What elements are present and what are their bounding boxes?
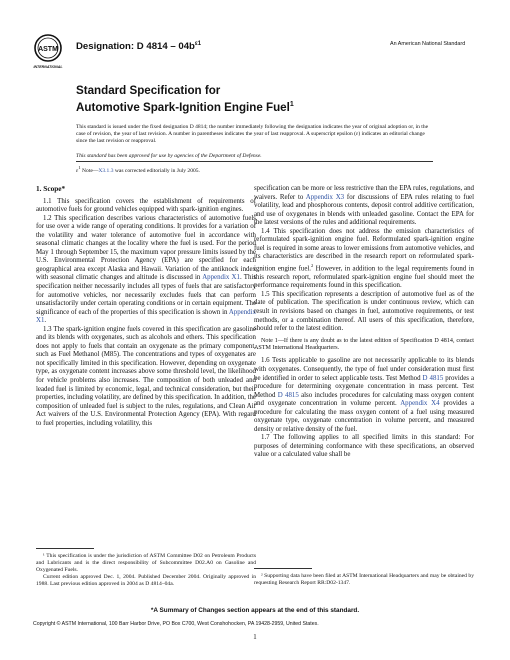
title-line-1: Standard Specification for — [76, 84, 221, 97]
link-d4815[interactable]: D 4815 — [422, 374, 444, 382]
link-d4815-2[interactable]: D 4815 — [277, 391, 299, 399]
link-x3-1-3[interactable]: X3.1.3 — [98, 167, 114, 174]
footnote-2: ² Supporting data have been filed at ASTM International Headquarters and may be obtained by requesting Research Report RR:D02-1347. — [254, 573, 474, 586]
paragraph-1-7: 1.7 The following applies to all specified limits in this standard: For purposes of determining conformance with these specifications, an observed value or a calculated value shall be — [254, 434, 474, 459]
designation: Designation: D $4814 - 04b^{\varepsilon 1}$ — [76, 41, 202, 53]
document-title — [76, 84, 294, 114]
paragraph-1-6: 1.6 Tests applicable to gasoline are not necessarily applicable to its blends with oxygenates. Consequently, the type of fuel under consideration must first be identified in order to select applicable tests. Test Method D 4815 provides a procedure for determining oxygenate concentration in mass percent. Test Method D 4815 also includes procedures for calculating mass oxygen content and oxygenate concentration in volume percent. Appendix X4 provides a procedure for calculating the mass oxygen content of a fuel using measured oxygenate type, oxygenate concentration in volume percent, and measured density or relative density of the fuel. — [254, 357, 475, 433]
link-appendix-x1-2[interactable]: Appendix X1 — [36, 308, 256, 325]
issuance-note: This standard is issued under the fixed designation D 4814; the number immediately following the designation indicates the year of original adoption or, in the case of revision, the year of last revision. A number in parentheses indicates the year of last reapproval. A superscript epsilon (ε) indicates an editorial change since the last revision or reapproval. — [76, 124, 429, 145]
svg-text:ASTM: ASTM — [38, 46, 58, 53]
left-column — [36, 185, 256, 428]
paragraph-1-5: 1.5 This specification represents a description of automotive fuel as of the date of publication. The specification is under continuous review, which can result in revisions based on changes in fuel, automotive requirements, or test methods, or a combination thereof. All users of this specification, therefore, should refer to the latest edition. — [254, 290, 474, 333]
astm-logo — [33, 33, 63, 71]
scope-heading: 1. Scope* — [36, 184, 66, 193]
svg-text:INTERNATIONAL: INTERNATIONAL — [33, 65, 63, 69]
footnote-rule-left — [36, 548, 94, 549]
note-1: Note 1—If there is any doubt as to the latest edition of Specification D 4814, contact ASTM International Headquarters. — [254, 337, 474, 351]
page-number: 1 — [253, 634, 257, 641]
footnote-1: ¹ This specification is under the jurisdiction of ASTM Committee D02 on Petroleum Products and Lubricants and is the direct responsibility of Subcommittee D02.A0 on Gasoline and Oxygenated Fuels. Current edition approved Dec. 1, 2004. Published December 2004. Originally approved in 1988. Last previous edition approved in 2004 as D 4814–04a. — [36, 553, 256, 587]
dod-approval-note: This standard has been approved for use by agencies of the Department of Defense. — [76, 153, 262, 159]
copyright-line: Copyright © ASTM International, 100 Barr Harbor Drive, PO Box C700, West Conshohocken, PA 19428-2959, United States. — [33, 621, 319, 627]
editorial-note: $\varepsilon^1$ Note—X3.1.3 was corrected editorially in July 2005. — [76, 161, 433, 174]
paragraph-1-3: 1.3 The spark-ignition engine fuels covered in this specification are gasoline and its blends with oxygenates, such as alcohols and ethers. This specification does not apply to fuels that contain an oxygenate as the primary component, such as Fuel Methanol (M85). The concentrations and types of oxygenates are not specifically limited in this specification. However, depending on oxygenate type, as oxygenate content increases above some threshold level, the likelihood for vehicle problems also increases. The composition of both unleaded and leaded fuel is limited by economic, legal, and technical consideration, but their properties, including volatility, are defined by this specification. In addition, the composition of unleaded fuel is subject to the rules, regulations, and Clean Air Act waivers of the U.S. Environmental Protection Agency (EPA). With regard to fuel properties, including volatility, this — [36, 325, 256, 427]
link-appendix-x1[interactable]: Appendix X1 — [202, 274, 240, 282]
paragraph-1-2: 1.2 This specification describes various characteristics of automotive fuels for use over a wide range of operating conditions. It provides for a variation of the volatility and water tolerance of automotive fuel in accordance with seasonal climatic changes at the locality where the fuel is used. For the period May 1 through September 15, the maximum vapor pressure limits issued by the U.S. Environmental Protection Agency (EPA) are specified for each geographical area except Alaska and Hawaii. Variation of the antiknock index with seasonal climatic changes and altitude is discussed in Appendix X1. This specification neither necessarily includes all types of fuels that are satisfactory for automotive vehicles, nor necessarily excludes fuels that can perform unsatisfactorily under certain operating conditions or in certain equipment. The significance of each of the properties of this specification is shown in Appendix X1. — [36, 214, 256, 325]
right-column — [254, 185, 474, 460]
footnote-rule-right — [254, 568, 312, 569]
summary-of-changes-note: *A Summary of Changes section appears at the end of this standard. — [150, 607, 360, 614]
paragraph-1-4: 1.4 This specification does not address the emission characteristics of reformulated spark-ignition engine fuel. Reformulated spark-ignition engine fuel is required in some areas to lower emissions from automotive vehicles, and its characteristics are described in the research report on reformulated spark-ignition engine fuel.$^2$ However, in addition to the legal requirements found in this research report, reformulated spark-ignition engine fuel should meet the performance requirements found in this specification. — [254, 227, 474, 290]
title-line-2: Automotive Spark-Ignition Engine Fuel$^1$ — [76, 100, 294, 114]
link-appendix-x3[interactable]: Appendix X3 — [305, 193, 345, 201]
paragraph-1-1: 1.1 This specification covers the establishment of requirements of automotive fuels for ground vehicles equipped with spark-ignition engines. — [36, 197, 256, 214]
link-appendix-x4[interactable]: Appendix X4 — [400, 400, 440, 408]
publisher-label: An American National Standard — [390, 41, 466, 47]
paragraph-1-3-cont: specification can be more or less restrictive than the EPA rules, regulations, and waivers. Refer to Appendix X3 for discussions of EPA rules relating to fuel volatility, lead and phosphorous contents, deposit control additive certification, and use of oxygenates in blends with unleaded gasoline. Contact the EPA for the latest versions of the rules and additional requirements. — [254, 185, 474, 227]
